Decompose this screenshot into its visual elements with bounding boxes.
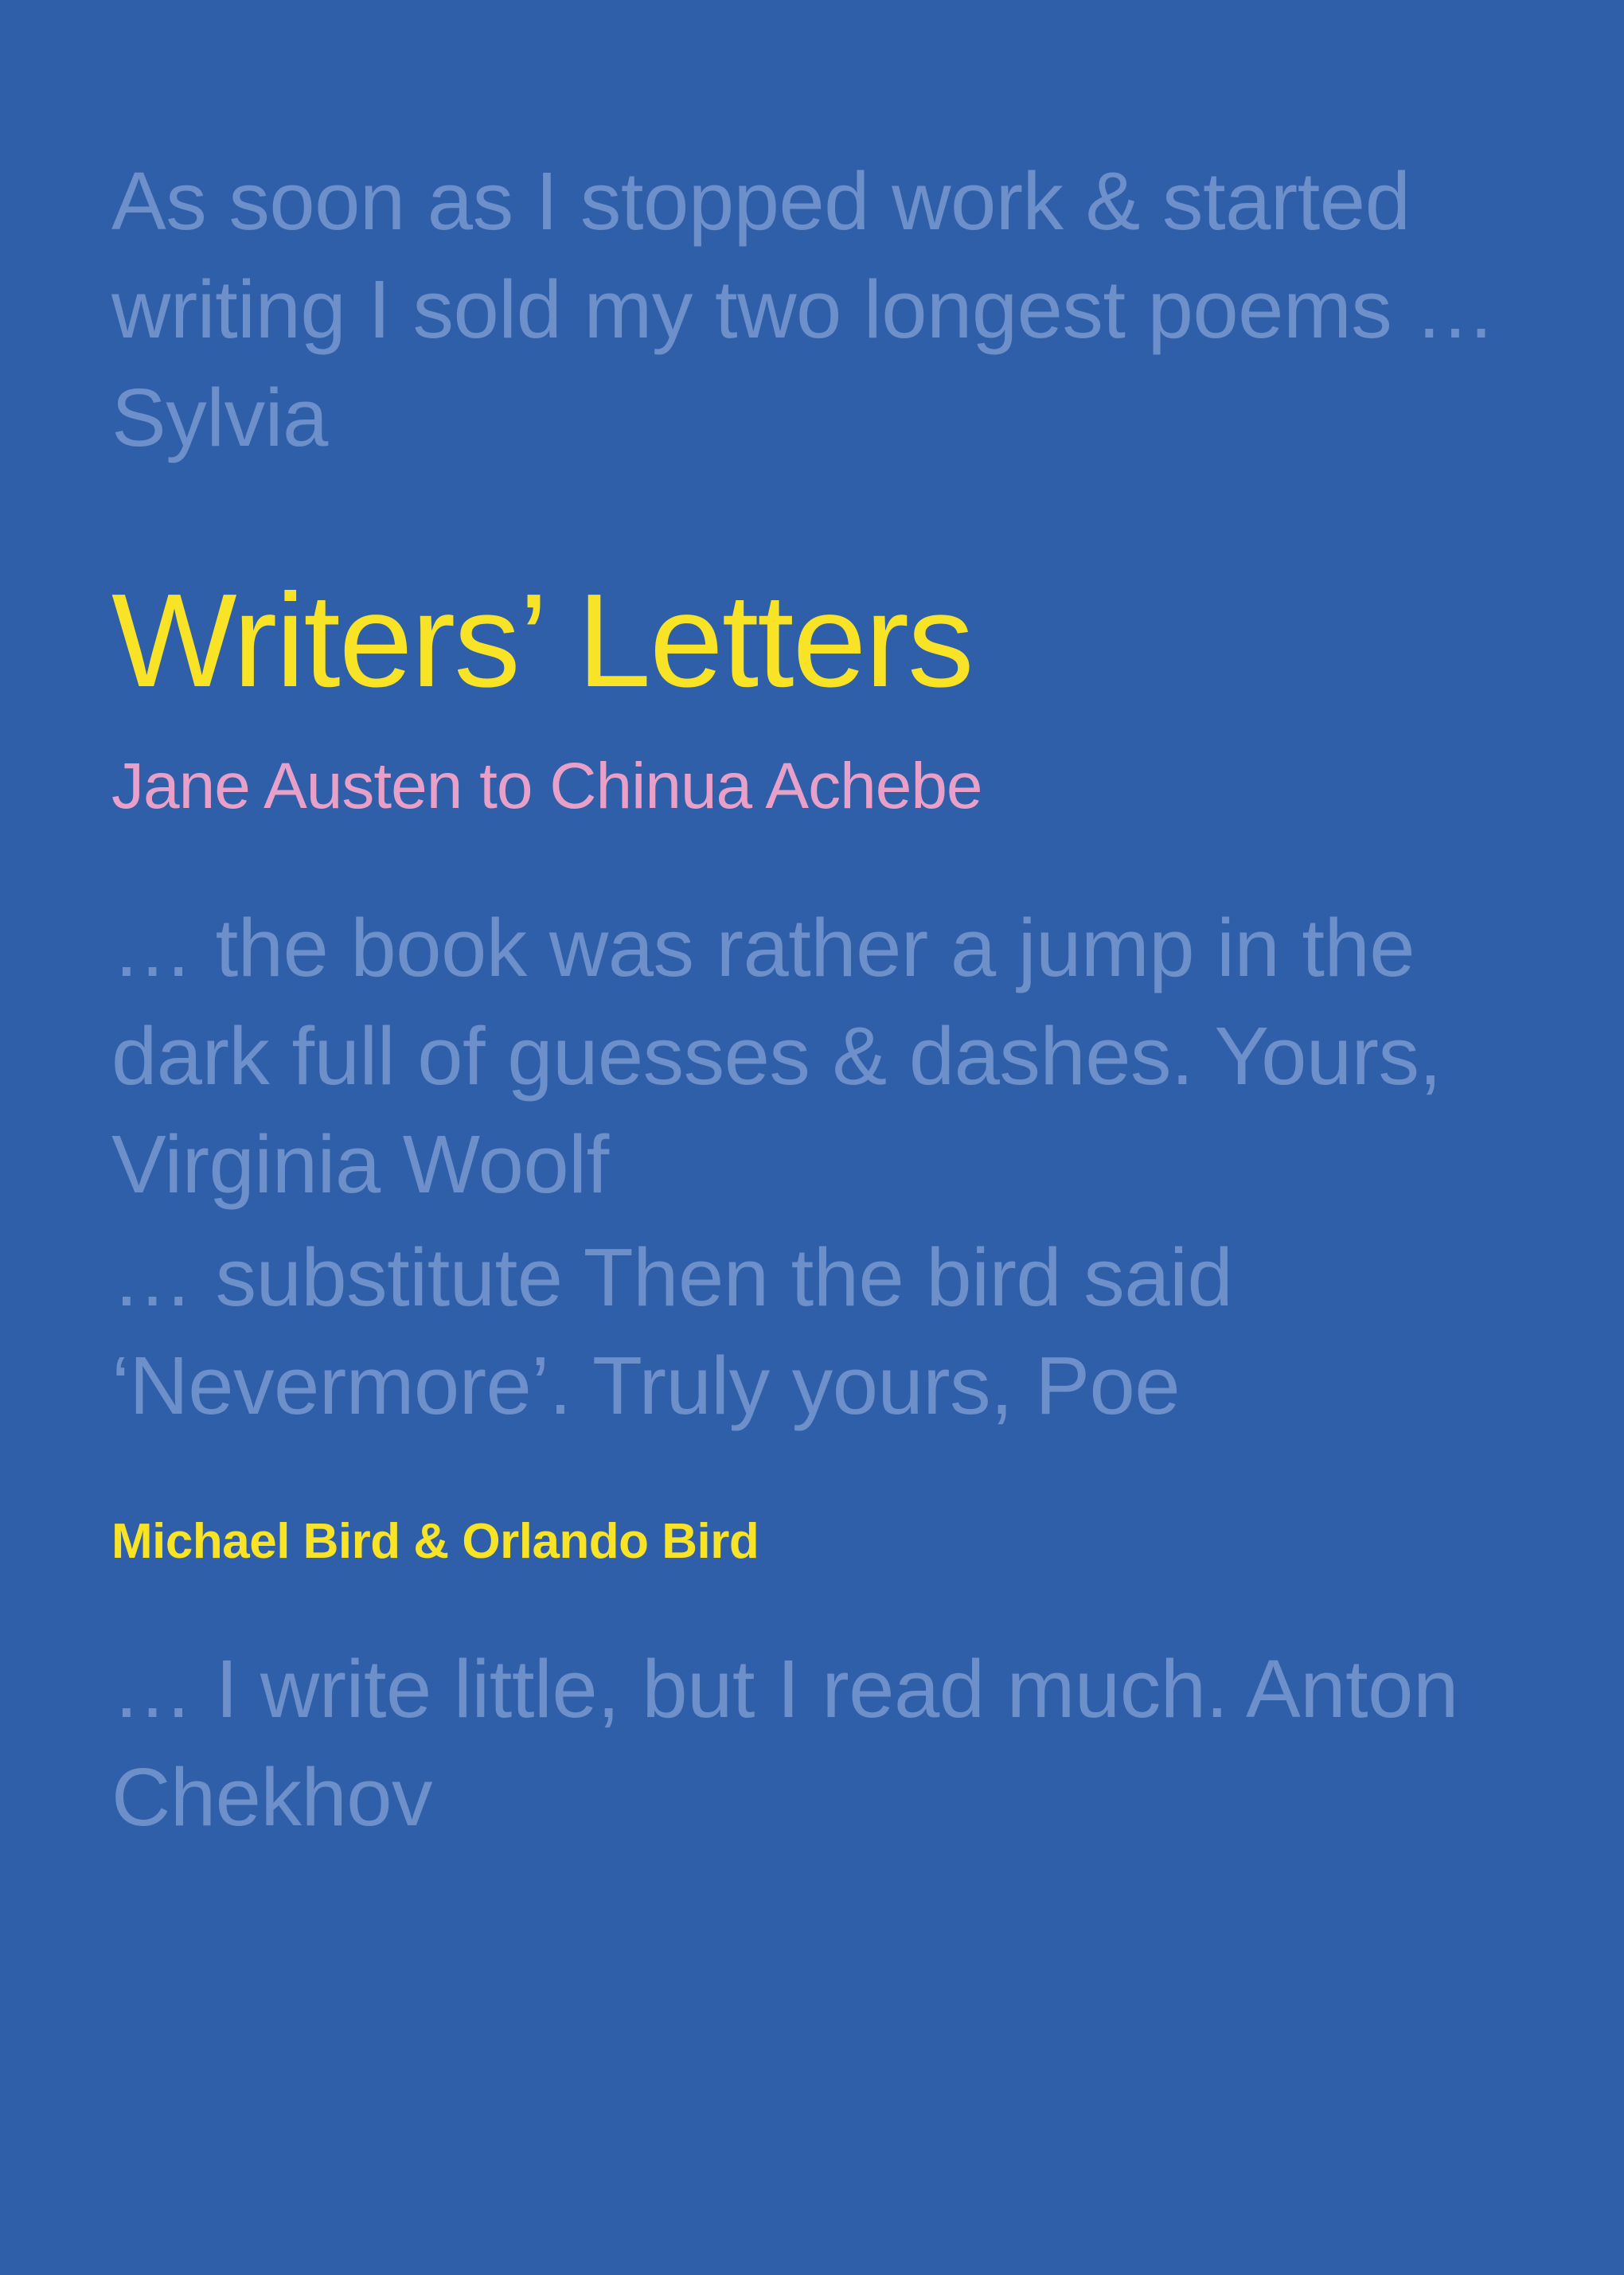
page-subtitle: Jane Austen to Chinua Achebe xyxy=(111,750,982,823)
cover-quote-sylvia-plath: As soon as I stopped work & started writing I sold my two longest poems … Sylvia xyxy=(111,155,1496,463)
cover-quote-virginia-woolf: … the book was rather a jump in the dark full of guesses & dashes. Yours, Virginia Woolf xyxy=(111,902,1442,1211)
cover-quote-anton-chekhov: … I write little, but I read much. Anton Chekhov xyxy=(111,1642,1458,1843)
page-title: Writers’ Letters xyxy=(111,566,973,715)
cover-quote-poe: … substitute Then the bird said ‘Nevermore’. Truly yours, Poe xyxy=(111,1231,1233,1432)
cover-authors: Michael Bird & Orlando Bird xyxy=(111,1513,759,1569)
